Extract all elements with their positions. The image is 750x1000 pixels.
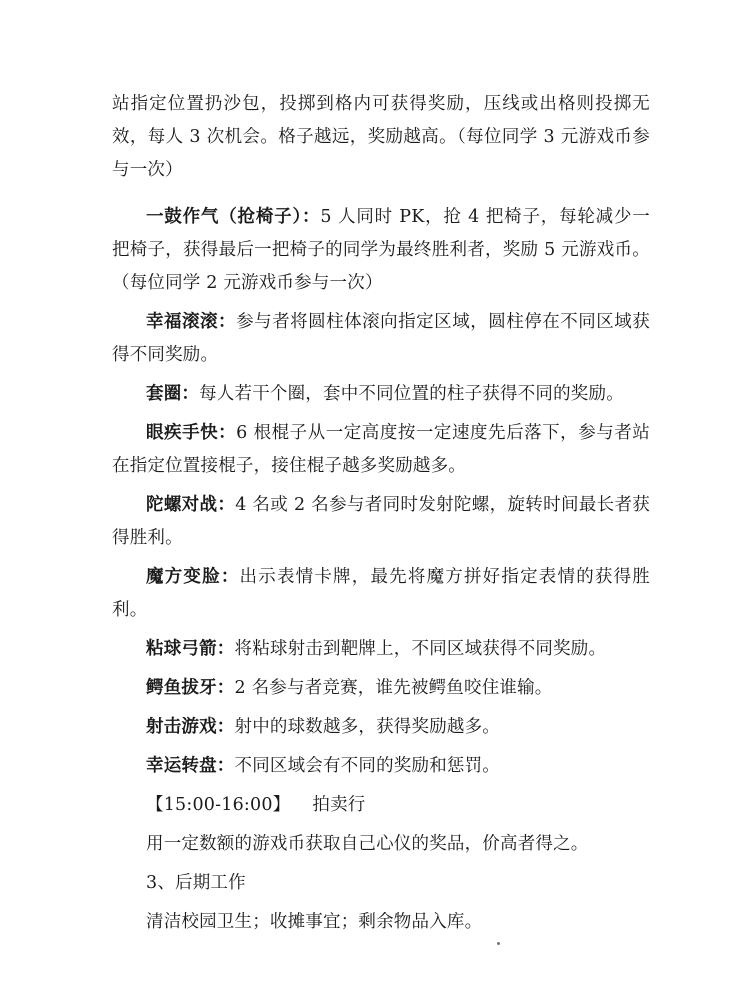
later-work-text: 清洁校园卫生；收摊事宜；剩余物品入库。 <box>146 912 483 932</box>
auction-heading <box>112 789 650 822</box>
game-title: 魔方变脸： <box>146 567 240 587</box>
game-title: 粘球弓箭： <box>146 639 235 659</box>
game-description: 2 名参与者竞赛，谁先被鳄鱼咬住谁输。 <box>234 678 553 698</box>
game-description: 将粘球射击到靶牌上，不同区域获得不同奖励。 <box>234 639 607 659</box>
paragraph-shooting-game <box>112 711 650 744</box>
paragraph-crocodile-dentist <box>112 672 650 705</box>
auction-description: 用一定数额的游戏币获取自己心仪的奖品，价高者得之。 <box>146 834 589 854</box>
paragraph-ring-toss <box>112 378 650 411</box>
game-description: 每人若干个圈，套中不同位置的柱子获得不同的奖励。 <box>199 384 624 404</box>
paragraph-text: 站指定位置扔沙包，投掷到格内可获得奖励，压线或出格则投掷无效，每人 3 次机会。格子越远，奖励越高。（每位同学 3 元游戏币参与一次） <box>112 94 650 180</box>
paragraph-rubiks-cube <box>112 561 650 627</box>
game-description: 4 名或 2 名参与者同时发射陀螺，旋转时间最长者获得胜利。 <box>112 495 650 548</box>
game-description: 射中的球数越多，获得奖励越多。 <box>234 717 500 737</box>
game-title: 幸运转盘： <box>146 756 235 776</box>
game-description: 5 人同时 PK，抢 4 把椅子，每轮减少一把椅子，获得最后一把椅子的同学为最终胜利者，奖励 5 元游戏币。（每位同学 2 元游戏币参与一次） <box>112 207 650 293</box>
game-description: 出示表情卡牌，最先将魔方拼好指定表情的获得胜利。 <box>112 567 651 620</box>
auction-time: 【15:00-16:00】 <box>146 795 291 815</box>
paragraph-stick-catch <box>112 417 650 483</box>
game-title: 鳄鱼拔牙： <box>146 678 235 698</box>
auction-title: 拍卖行 <box>312 795 366 815</box>
paragraph-sandbag-game <box>112 88 650 187</box>
paragraph-musical-chairs <box>112 201 650 300</box>
paragraph-spinning-top <box>112 489 650 555</box>
game-description: 参与者将圆柱体滚向指定区域，圆柱停在不同区域获得不同奖励。 <box>112 312 650 365</box>
game-title: 射击游戏： <box>146 717 235 737</box>
game-description: 6 根棍子从一定高度按一定速度先后落下，参与者站在指定位置接棍子，接住棍子越多奖励越多。 <box>112 423 651 476</box>
scan-speck <box>497 942 500 945</box>
paragraph-sticky-ball-archery <box>112 633 650 666</box>
paragraph-rolling-game <box>112 306 650 372</box>
game-description: 不同区域会有不同的奖励和惩罚。 <box>234 756 500 776</box>
game-title: 一鼓作气（抢椅子）： <box>146 207 321 227</box>
game-title: 套圈： <box>146 384 200 404</box>
game-title: 陀螺对战： <box>146 495 236 515</box>
paragraph-lucky-wheel <box>112 750 650 783</box>
game-title: 眼疾手快： <box>146 423 237 443</box>
game-title: 幸福滚滚： <box>146 312 237 332</box>
section-heading-later-work: 3、后期工作 <box>146 873 246 893</box>
